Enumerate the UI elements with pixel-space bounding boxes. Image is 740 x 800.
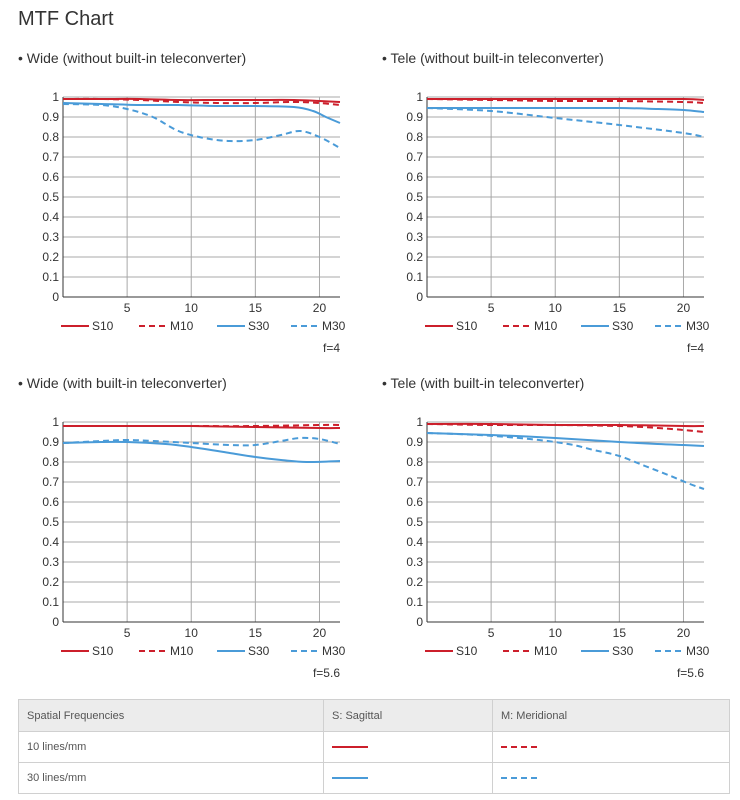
legend-label-s30: S30 bbox=[612, 319, 634, 333]
y-tick-label: 0.5 bbox=[406, 190, 423, 204]
legend-label-s10: S10 bbox=[92, 644, 114, 658]
meridional-30-swatch bbox=[501, 777, 537, 779]
legend-label-m10: M10 bbox=[170, 319, 194, 333]
y-tick-label: 0.2 bbox=[406, 250, 423, 264]
page-title: MTF Chart bbox=[18, 8, 114, 30]
y-tick-label: 0.9 bbox=[406, 110, 423, 124]
series-line-m30 bbox=[427, 433, 704, 489]
x-tick-label: 20 bbox=[312, 301, 327, 315]
legend-label-s10: S10 bbox=[92, 319, 114, 333]
y-tick-label: 0.6 bbox=[406, 495, 423, 509]
y-tick-label: 0.4 bbox=[42, 535, 59, 549]
y-tick-label: 0 bbox=[416, 615, 423, 629]
header-sagittal: S: Sagittal bbox=[324, 700, 493, 732]
y-tick-label: 0.1 bbox=[406, 595, 423, 609]
y-tick-label: 0.4 bbox=[42, 210, 59, 224]
meridional-swatch-cell bbox=[493, 732, 730, 763]
y-tick-label: 1 bbox=[52, 415, 59, 429]
series-line-s30 bbox=[63, 442, 340, 462]
y-tick-label: 0.3 bbox=[42, 230, 59, 244]
y-tick-label: 0.7 bbox=[42, 475, 59, 489]
spatial-frequency-table bbox=[18, 699, 730, 794]
y-tick-label: 0.7 bbox=[406, 150, 423, 164]
y-tick-label: 1 bbox=[52, 90, 59, 104]
mtf-panel-wide-tc bbox=[18, 375, 368, 700]
y-tick-label: 0.9 bbox=[42, 435, 59, 449]
y-tick-label: 0.9 bbox=[406, 435, 423, 449]
y-tick-label: 0.1 bbox=[406, 270, 423, 284]
table-header-row bbox=[19, 700, 730, 732]
x-tick-label: 15 bbox=[612, 626, 627, 640]
x-tick-label: 10 bbox=[548, 301, 562, 315]
y-tick-label: 0.8 bbox=[42, 130, 59, 144]
row-label: 30 lines/mm bbox=[19, 763, 324, 794]
y-tick-label: 0.2 bbox=[406, 575, 423, 589]
legend-label-m10: M10 bbox=[534, 644, 558, 658]
y-tick-label: 0 bbox=[52, 615, 59, 629]
aperture-label: f=5.6 bbox=[312, 666, 340, 680]
legend-label-s30: S30 bbox=[248, 644, 270, 658]
y-tick-label: 0.8 bbox=[406, 130, 423, 144]
legend-label-m30: M30 bbox=[322, 319, 346, 333]
y-tick-label: 0.2 bbox=[42, 250, 59, 264]
sagittal-10-swatch bbox=[332, 746, 368, 748]
y-tick-label: 0.6 bbox=[406, 170, 423, 184]
mtf-chart-tele-no-tc bbox=[382, 50, 732, 375]
y-tick-label: 1 bbox=[416, 90, 423, 104]
header-meridional: M: Meridional bbox=[493, 700, 730, 732]
x-tick-label: 20 bbox=[312, 626, 327, 640]
y-tick-label: 0.3 bbox=[406, 555, 423, 569]
sagittal-swatch-cell bbox=[324, 732, 493, 763]
y-tick-label: 0.8 bbox=[406, 455, 423, 469]
legend-label-m30: M30 bbox=[322, 644, 346, 658]
y-tick-label: 0.4 bbox=[406, 210, 423, 224]
legend-label-s10: S10 bbox=[456, 644, 478, 658]
header-spatial-frequencies: Spatial Frequencies bbox=[19, 700, 324, 732]
legend-label-m30: M30 bbox=[686, 644, 710, 658]
sagittal-30-swatch bbox=[332, 777, 368, 779]
aperture-label: f=4 bbox=[322, 341, 340, 355]
mtf-panel-wide-no-tc bbox=[18, 50, 368, 375]
x-tick-label: 10 bbox=[184, 301, 198, 315]
chart-title: • Tele (with built-in teleconverter) bbox=[382, 375, 585, 391]
aperture-label: f=4 bbox=[686, 341, 704, 355]
x-tick-label: 15 bbox=[248, 301, 263, 315]
x-tick-label: 5 bbox=[487, 301, 495, 315]
y-tick-label: 0.1 bbox=[42, 595, 59, 609]
x-tick-label: 20 bbox=[676, 301, 691, 315]
chart-title: • Tele (without built-in teleconverter) bbox=[382, 50, 604, 66]
y-tick-label: 0.6 bbox=[42, 170, 59, 184]
row-label: 10 lines/mm bbox=[19, 732, 324, 763]
chart-title: • Wide (without built-in teleconverter) bbox=[18, 50, 247, 66]
series-line-m30 bbox=[63, 104, 340, 148]
y-tick-label: 0.5 bbox=[42, 515, 59, 529]
y-tick-label: 0.1 bbox=[42, 270, 59, 284]
meridional-10-swatch bbox=[501, 746, 537, 748]
y-tick-label: 0.7 bbox=[42, 150, 59, 164]
legend-label-s30: S30 bbox=[248, 319, 270, 333]
mtf-chart-tele-tc bbox=[382, 375, 732, 700]
y-tick-label: 0 bbox=[416, 290, 423, 304]
mtf-chart-wide-no-tc bbox=[18, 50, 368, 375]
y-tick-label: 0 bbox=[52, 290, 59, 304]
x-tick-label: 5 bbox=[123, 301, 131, 315]
legend-label-m10: M10 bbox=[534, 319, 558, 333]
y-tick-label: 0.6 bbox=[42, 495, 59, 509]
x-tick-label: 15 bbox=[248, 626, 263, 640]
aperture-label: f=5.6 bbox=[676, 666, 704, 680]
y-tick-label: 0.3 bbox=[42, 555, 59, 569]
chart-title: • Wide (with built-in teleconverter) bbox=[18, 375, 227, 391]
legend-label-s30: S30 bbox=[612, 644, 634, 658]
legend-label-s10: S10 bbox=[456, 319, 478, 333]
y-tick-label: 1 bbox=[416, 415, 423, 429]
y-tick-label: 0.5 bbox=[406, 515, 423, 529]
x-tick-label: 5 bbox=[123, 626, 131, 640]
y-tick-label: 0.7 bbox=[406, 475, 423, 489]
x-tick-label: 10 bbox=[548, 626, 562, 640]
mtf-panel-tele-no-tc bbox=[382, 50, 732, 375]
y-tick-label: 0.9 bbox=[42, 110, 59, 124]
y-tick-label: 0.3 bbox=[406, 230, 423, 244]
mtf-chart-wide-tc bbox=[18, 375, 368, 700]
table-row bbox=[19, 732, 730, 763]
x-tick-label: 20 bbox=[676, 626, 691, 640]
meridional-swatch-cell bbox=[493, 763, 730, 794]
x-tick-label: 15 bbox=[612, 301, 627, 315]
mtf-panel-tele-tc bbox=[382, 375, 732, 700]
legend-label-m10: M10 bbox=[170, 644, 194, 658]
y-tick-label: 0.8 bbox=[42, 455, 59, 469]
series-line-m30 bbox=[427, 108, 704, 137]
y-tick-label: 0.2 bbox=[42, 575, 59, 589]
x-tick-label: 5 bbox=[487, 626, 495, 640]
sagittal-swatch-cell bbox=[324, 763, 493, 794]
legend-label-m30: M30 bbox=[686, 319, 710, 333]
table-row bbox=[19, 763, 730, 794]
y-tick-label: 0.4 bbox=[406, 535, 423, 549]
x-tick-label: 10 bbox=[184, 626, 198, 640]
y-tick-label: 0.5 bbox=[42, 190, 59, 204]
